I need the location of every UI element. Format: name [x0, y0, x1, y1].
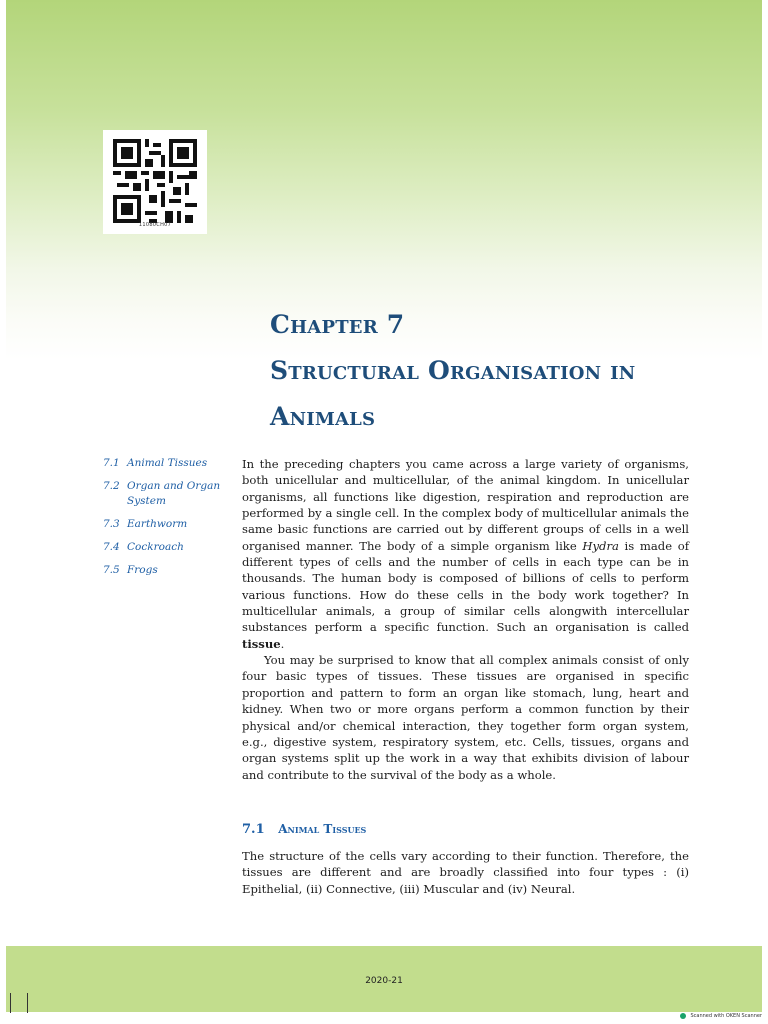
section-paragraph: The structure of the cells vary according to their function. Therefore, the tissues are different and are broadly classified into four types : (i) Epithelial, (ii) Connective, (iii) Muscular and (iv) Neural. [242, 849, 689, 896]
chapter-title-line-1: Structural Organisation in [270, 356, 636, 385]
contents-item-label: Animal Tissues [127, 457, 208, 469]
contents-item-number: 7.1 [103, 457, 120, 469]
scanner-badge [680, 1013, 762, 1019]
page-year: 2020-21 [365, 976, 403, 986]
intro-p1-italic-term: Hydra [582, 538, 619, 553]
intro-p1-text: In the preceding chapters you came across a large variety of organisms, both unicellular and multicellular, of the animal kingdom. In unicellular organisms, all functions like digestion, respiration and reproduction are performed by a single cell. In the complex body of multicellular animals the same basic functions are carried out by different groups of cells in a well organised manner. The body of a simple organism like [242, 457, 689, 553]
chapter-title-line-2: Animals [270, 402, 376, 431]
contents-item-animal-tissues[interactable] [103, 456, 233, 471]
scanner-label: Scanned with OKEN Scanner [690, 1013, 762, 1019]
crop-mark-left [10, 993, 11, 1013]
section-number: 7.1 [242, 822, 265, 837]
contents-item-label: Frogs [127, 564, 158, 576]
chapter-label: Chapter 7 [270, 310, 405, 339]
contents-item-label: Cockroach [127, 541, 184, 553]
contents-item-organ-and-organ-system[interactable] [103, 479, 233, 509]
intro-paragraph-2: You may be surprised to know that all complex animals consist of only four basic types of tissues. These tissues are organised in specific proportion and pattern to form an organ like stomach, lung, heart and kidney. When two or more organs perform a common function by their physical and/or chemical interaction, they together form organ system, e.g., digestive system, respiratory system, etc. Cells, tissues, organs and organ systems split up the work in a way that exhibits division of labour and contribute to the survival of the body as a whole. [242, 653, 689, 782]
intro-text [242, 456, 689, 783]
contents-item-number: 7.5 [103, 564, 120, 576]
contents-item-number: 7.4 [103, 541, 120, 553]
chapter-contents [103, 456, 233, 586]
contents-item-number: 7.3 [103, 518, 120, 530]
section-heading [242, 818, 366, 837]
contents-item-label: Earthworm [127, 518, 188, 530]
section-body [242, 848, 689, 897]
intro-p1-end: . [280, 636, 285, 651]
contents-item-earthworm[interactable] [103, 517, 233, 532]
contents-item-cockroach[interactable] [103, 540, 233, 555]
qr-code-caption: 11080CH07 [138, 222, 172, 228]
qr-code-icon [113, 139, 197, 223]
intro-p1-text-continued: is made of different types of cells and the number of cells in each type can be in thousands. The human body is composed of billions of cells to perform various functions. How do these cells in the body work together? In multicellular animals, a group of similar cells alongwith intercellular substances perform a specific function. Such an organisation is called [242, 538, 689, 635]
contents-item-number: 7.2 [103, 480, 120, 492]
contents-item-label: Organ and Organ System [127, 480, 221, 507]
qr-code-card[interactable] [103, 130, 207, 234]
crop-mark-left-inner [27, 993, 28, 1013]
scanner-logo-icon [680, 1013, 686, 1019]
chapter-title-block [270, 302, 710, 440]
contents-item-frogs[interactable] [103, 563, 233, 578]
intro-paragraph-1 [242, 456, 689, 652]
intro-p1-bold-term: tissue [242, 636, 281, 651]
section-title: Animal Tissues [278, 822, 367, 836]
